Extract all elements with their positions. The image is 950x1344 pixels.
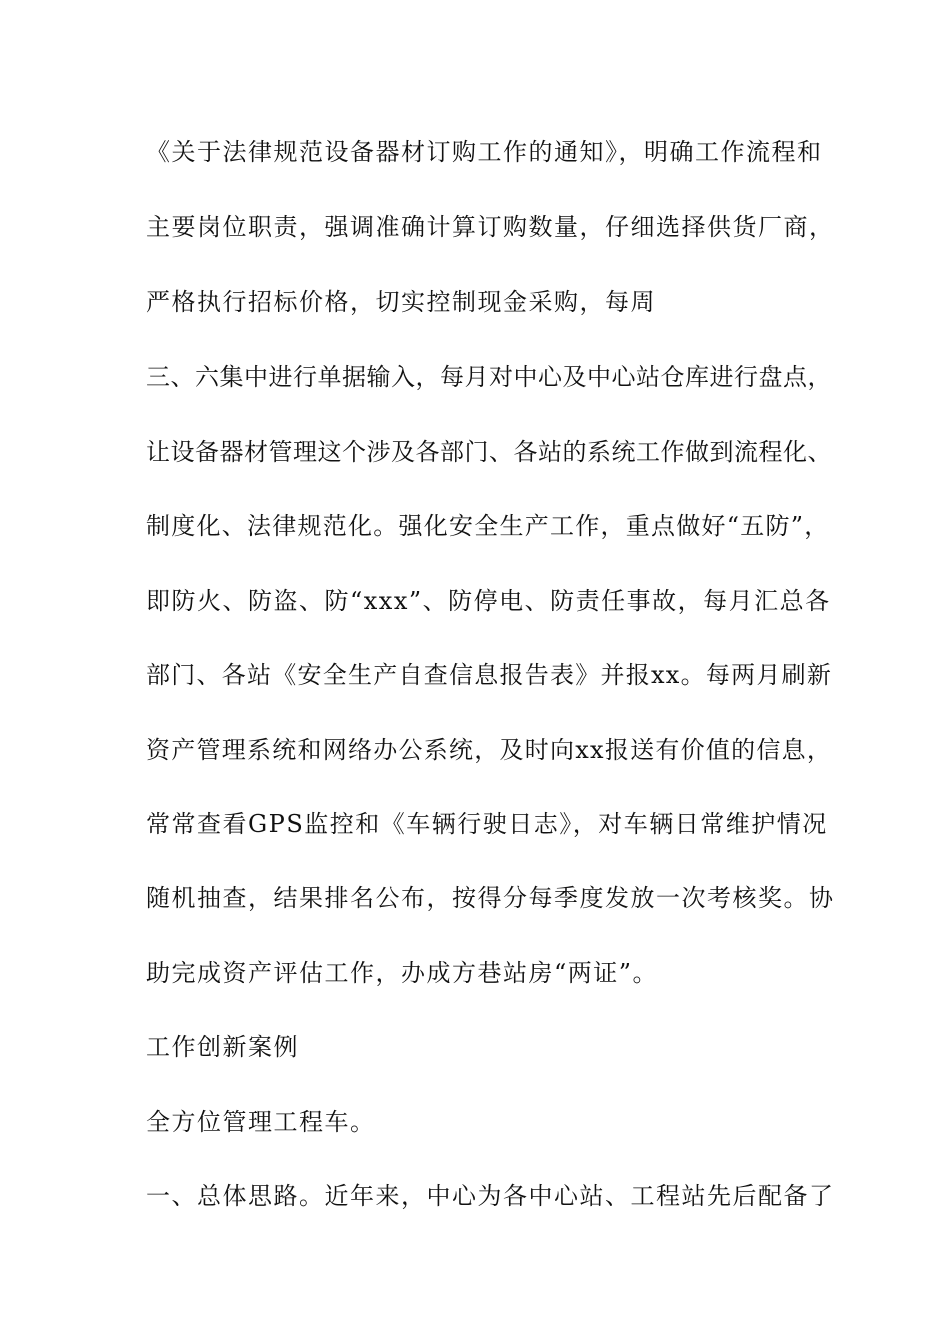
paragraph-line: 严格执行招标价格，切实控制现金采购，每周 [146, 288, 656, 316]
paragraph-line: 一、总体思路。近年来，中心为各中心站、工程站先后配备了 [146, 1182, 835, 1210]
paragraph-line: 三、六集中进行单据输入，每月对中心及中心站仓库进行盘点， [146, 363, 832, 391]
paragraph-line: 让设备器材管理这个涉及各部门、各站的系统工作做到流程化、 [146, 438, 832, 466]
paragraph-line: 全方位管理工程车。 [146, 1108, 376, 1136]
paragraph-line: 部门、各站《安全生产自查信息报告表》并报xx。每两月刷新 [146, 661, 833, 689]
section-heading: 工作创新案例 [146, 1033, 299, 1061]
paragraph-line: 助完成资产评估工作，办成方巷站房“两证”。 [146, 959, 659, 987]
paragraph-line: 随机抽查，结果排名公布，按得分每季度发放一次考核奖。协 [146, 884, 835, 912]
paragraph-line: 资产管理系统和网络办公系统，及时向xx报送有价值的信息， [146, 736, 833, 764]
paragraph-line: 《关于法律规范设备器材订购工作的通知》，明确工作流程和 [146, 138, 823, 166]
paragraph-line: 即防火、防盗、防“xxx”、防停电、防责任事故，每月汇总各 [146, 587, 831, 615]
paragraph-line: 常常查看GPS监控和《车辆行驶日志》，对车辆日常维护情况 [146, 810, 828, 838]
paragraph-line: 主要岗位职责，强调准确计算订购数量，仔细选择供货厂商， [146, 213, 835, 241]
paragraph-line: 制度化、法律规范化。强化安全生产工作，重点做好“五防”， [146, 512, 830, 540]
